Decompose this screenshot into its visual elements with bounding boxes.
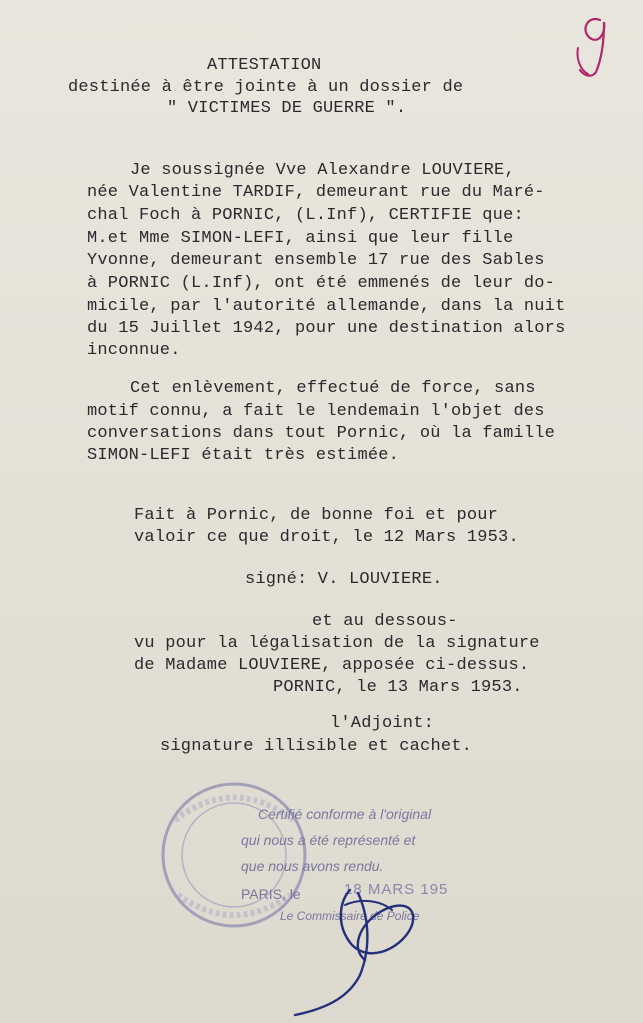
paragraph-line: conversations dans tout Pornic, où la famille	[87, 424, 556, 443]
legalisation-line: PORNIC, le 13 Mars 1953.	[273, 678, 523, 697]
closing-line: Fait à Pornic, de bonne foi et pour	[134, 506, 499, 525]
legalisation-line: et au dessous-	[312, 612, 458, 631]
document-subtitle-line: " VICTIMES DE GUERRE ".	[167, 99, 407, 118]
paragraph-line: chal Foch à PORNIC, (L.Inf), CERTIFIE que:	[87, 206, 524, 225]
stamp-commissaire: Le Commissaire de Police	[280, 909, 420, 923]
closing-line: valoir ce que droit, le 12 Mars 1953.	[134, 528, 519, 547]
paragraph-line: Cet enlèvement, effectué de force, sans	[130, 379, 536, 398]
legalisation-line: vu pour la légalisation de la signature	[134, 634, 540, 653]
stamp-line: qui nous a été représenté et	[241, 832, 416, 848]
document-title: ATTESTATION	[207, 56, 322, 75]
stamp-date: 18 MARS 195	[344, 881, 449, 898]
stamp-line: PARIS, le	[241, 886, 301, 902]
paragraph-line: inconnue.	[87, 341, 181, 360]
stamp-line: que nous avons rendu.	[241, 858, 384, 874]
signed-line: signé: V. LOUVIERE.	[245, 570, 443, 589]
paragraph-line: née Valentine TARDIF, demeurant rue du Maré-	[87, 183, 545, 202]
paragraph-line: du 15 Juillet 1942, pour une destination alors	[87, 319, 566, 338]
paragraph-line: motif connu, a fait le lendemain l'objet des	[87, 402, 545, 421]
paragraph-line: Je soussignée Vve Alexandre LOUVIERE,	[130, 161, 515, 180]
adjoint-note: signature illisible et cachet.	[160, 737, 473, 756]
paragraph-line: à PORNIC (L.Inf), ont été emmenés de leur do-	[87, 274, 556, 293]
paragraph-line: SIMON-LEFI était très estimée.	[87, 446, 400, 465]
paragraph-line: Yvonne, demeurant ensemble 17 rue des Sables	[87, 251, 545, 270]
document-subtitle: destinée à être jointe à un dossier de	[68, 78, 464, 97]
paragraph-line: M.et Mme SIMON-LEFI, ainsi que leur fille	[87, 229, 514, 248]
legalisation-line: de Madame LOUVIERE, apposée ci-dessus.	[134, 656, 530, 675]
adjoint-title: l'Adjoint:	[330, 714, 435, 733]
stamp-line: Certifié conforme à l'original	[258, 806, 432, 822]
paragraph-line: micile, par l'autorité allemande, dans la nuit	[87, 297, 566, 316]
